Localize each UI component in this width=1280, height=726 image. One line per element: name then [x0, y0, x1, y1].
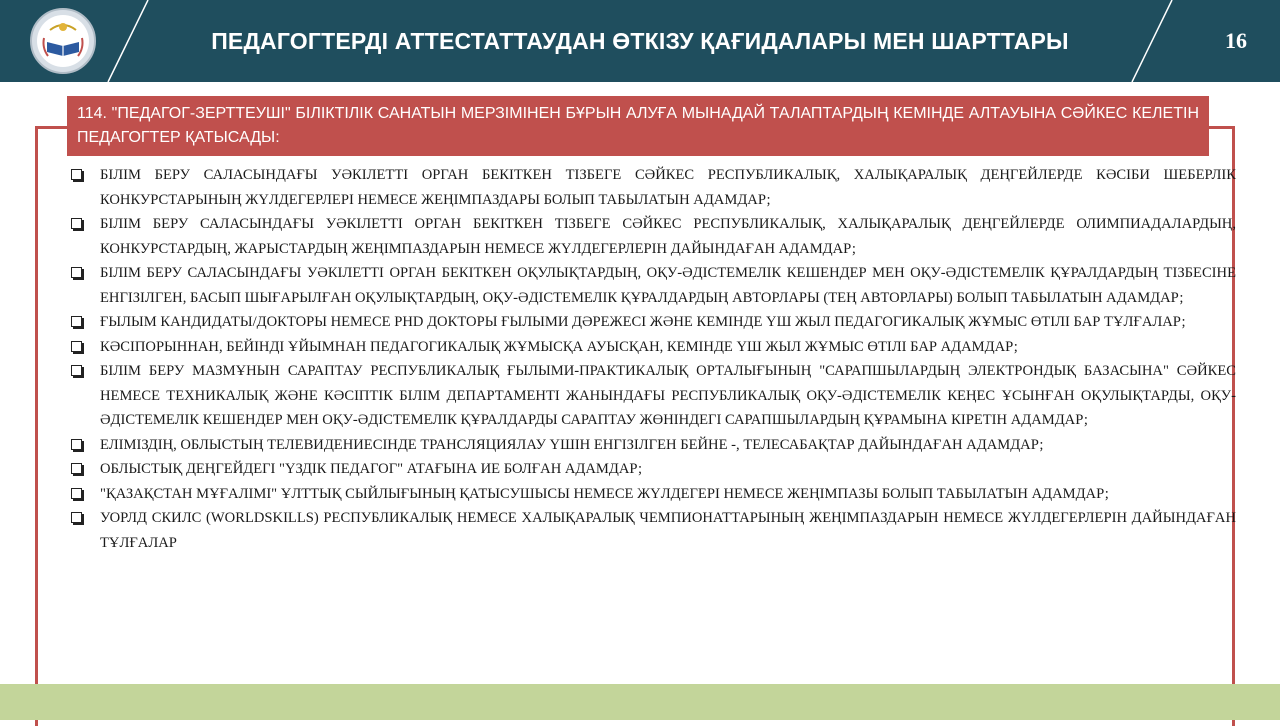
list-item-text: "ҚАЗАҚСТАН МҰҒАЛІМІ" ҰЛТТЫҚ СЫЙЛЫҒЫНЫҢ ҚАТЫСУШЫСЫ НЕМЕСЕ ЖҮЛДЕГЕРІ НЕМЕСЕ ЖЕҢІМПАЗЫ БОЛЫП ТАБЫЛАТЫН АДАМДАР; [100, 485, 1109, 502]
checkbox-bullet-icon [71, 488, 82, 499]
checkbox-bullet-icon [71, 341, 82, 352]
checkbox-bullet-icon [71, 169, 82, 180]
header-bar [0, 0, 1280, 82]
list-item [68, 506, 1236, 555]
list-item-text: ОБЛЫСТЫҚ ДЕҢГЕЙДЕГІ "ҮЗДІК ПЕДАГОГ" АТАҒЫНА ИЕ БОЛҒАН АДАМДАР; [100, 461, 643, 477]
checkbox-bullet-icon [71, 439, 82, 450]
list-item-text: БІЛІМ БЕРУ САЛАСЫНДАҒЫ УӘКІЛЕТТІ ОРГАН БЕКІТКЕН ОҚУЛЫҚТАРДЫҢ, ОҚУ-ӘДІСТЕМЕЛІК КЕШЕНДЕР МЕН ОҚУ-ӘДІСТЕМЕЛІК ҚҰРАЛДАРДЫҢ ТІЗБЕСІНЕ ЕНГІЗІЛГЕН, БАСЫП ШЫҒАРЫЛҒАН ОҚУЛЫҚТАРДЫҢ, ОҚУ-ӘДІСТЕМЕЛІК ҚҰРАЛДАРДЫҢ АВТОРЛАРЫ (ТЕҢ АВТОРЛАРЫ) БОЛЫП ТАБЫЛАТЫН АДАМДАР; [100, 265, 1236, 306]
list-item [68, 457, 1236, 482]
list-item [68, 433, 1236, 458]
list-item-text: КӘСІПОРЫННАН, БЕЙІНДІ ҰЙЫМНАН ПЕДАГОГИКАЛЫҚ ЖҰМЫСҚА АУЫСҚАН, КЕМІНДЕ ҮШ ЖЫЛ ЖҰМЫС ӨТІЛІ БАР АДАМДАР; [100, 338, 1018, 355]
list-item-text: БІЛІМ БЕРУ САЛАСЫНДАҒЫ УӘКІЛЕТТІ ОРГАН БЕКІТКЕН ТІЗБЕГЕ СӘЙКЕС РЕСПУБЛИКАЛЫҚ, ХАЛЫҚАРАЛЫҚ ДЕҢГЕЙЛЕРДЕ ОЛИМПИАДАЛАРДЫҢ, КОНКУРСТАРДЫҢ, ЖАРЫСТАРДЫҢ ЖЕҢІМПАЗДАРЫН НЕМЕСЕ ЖҮЛДЕГЕРЛЕРІН ДАЙЫНДАҒАН АДАМДАР; [100, 216, 1236, 257]
slide-number: 16 [1225, 28, 1247, 53]
checkbox-bullet-icon [71, 267, 82, 278]
list-item [68, 212, 1236, 261]
list-item [68, 310, 1236, 335]
list-item-text: ЕЛІМІЗДІҢ, ОБЛЫСТЫҢ ТЕЛЕВИДЕНИЕСІНДЕ ТРАНСЛЯЦИЯЛАУ ҮШІН ЕНГІЗІЛГЕН БЕЙНЕ -, ТЕЛЕСАБАҚТАР ДАЙЫНДАҒАН АДАМДАР; [100, 436, 1044, 453]
emblem-logo [30, 8, 96, 74]
list-item [68, 163, 1236, 212]
list-item-text: БІЛІМ БЕРУ САЛАСЫНДАҒЫ УӘКІЛЕТТІ ОРГАН БЕКІТКЕН ТІЗБЕГЕ СӘЙКЕС РЕСПУБЛИКАЛЫҚ, ХАЛЫҚАРАЛЫҚ ДЕҢГЕЙЛЕРДЕ КӘСІБИ ШЕБЕРЛІК КОНКУРСТАРЫНЫҢ ЖҮЛДЕГЕРЛЕРІ НЕМЕСЕ ЖЕҢІМПАЗДАРЫ БОЛЫП ТАБЫЛАТЫН АДАМДАР; [100, 167, 1236, 208]
section-heading: 114. "ПЕДАГОГ-ЗЕРТТЕУШІ" БІЛІКТІЛІК САНАТЫН МЕРЗІМІНЕН БҰРЫН АЛУҒА МЫНАДАЙ ТАЛАПТАРДЫҢ КЕМІНДЕ АЛТАУЫНА СӘЙКЕС КЕЛЕТІН ПЕДАГОГТЕР ҚАТЫСАДЫ: [67, 96, 1209, 156]
list-item [68, 359, 1236, 433]
checkbox-bullet-icon [71, 365, 82, 376]
list-item [68, 335, 1236, 360]
footer-band [0, 684, 1280, 720]
checkbox-bullet-icon [71, 512, 82, 523]
page-title: ПЕДАГОГТЕРДІ АТТЕСТАТТАУДАН ӨТКІЗУ ҚАҒИДАЛАРЫ МЕН ШАРТТАРЫ [211, 27, 1069, 54]
list-item-text: УОРЛД СКИЛС (WORLDSKILLS) РЕСПУБЛИКАЛЫҚ НЕМЕСЕ ХАЛЫҚАРАЛЫҚ ЧЕМПИОНАТТАРЫНЫҢ ЖЕҢІМПАЗДАРЫН НЕМЕСЕ ЖҮЛДЕГЕРЛЕРІН ДАЙЫНДАҒАН ТҰЛҒАЛАР [100, 510, 1236, 551]
checkbox-bullet-icon [71, 218, 82, 229]
list-item [68, 482, 1236, 507]
checkbox-bullet-icon [71, 463, 82, 474]
checkbox-bullet-icon [71, 316, 82, 327]
list-item [68, 261, 1236, 310]
list-item-text: БІЛІМ БЕРУ МАЗМҰНЫН САРАПТАУ РЕСПУБЛИКАЛЫҚ ҒЫЛЫМИ-ПРАКТИКАЛЫҚ ОРТАЛЫҒЫНЫҢ "САРАПШЫЛАРДЫҢ ЭЛЕКТРОНДЫҚ БАЗАСЫНА" СӘЙКЕС НЕМЕСЕ ТЕХНИКАЛЫҚ ЖӘНЕ КӘСІПТІК БІЛІМ ДЕПАРТАМЕНТІ ЖАНЫНДАҒЫ РЕСПУБЛИКАЛЫҚ ОҚУ-ӘДІСТЕМЕЛІК КЕҢЕС ҰСЫНҒАН ОҚУЛЫҚТАРДЫ, ОҚУ-ӘДІСТЕМЕЛІК КЕШЕНДЕР МЕН ОҚУ-ӘДІСТЕМЕЛІК ҚҰРАЛДАРДЫ САРАПТАУ ЖӨНІНДЕГІ САРАПШЫЛАРДЫҢ ҚҰРАМЫНА КІРЕТІН АДАМДАР; [100, 363, 1236, 428]
requirements-list [68, 163, 1236, 555]
list-item-text: ҒЫЛЫМ КАНДИДАТЫ/ДОКТОРЫ НЕМЕСЕ PHD ДОКТОРЫ ҒЫЛЫМИ ДӘРЕЖЕСІ ЖӘНЕ КЕМІНДЕ ҮШ ЖЫЛ ПЕДАГОГИКАЛЫҚ ЖҰМЫС ӨТІЛІ БАР ТҰЛҒАЛАР; [100, 314, 1186, 330]
